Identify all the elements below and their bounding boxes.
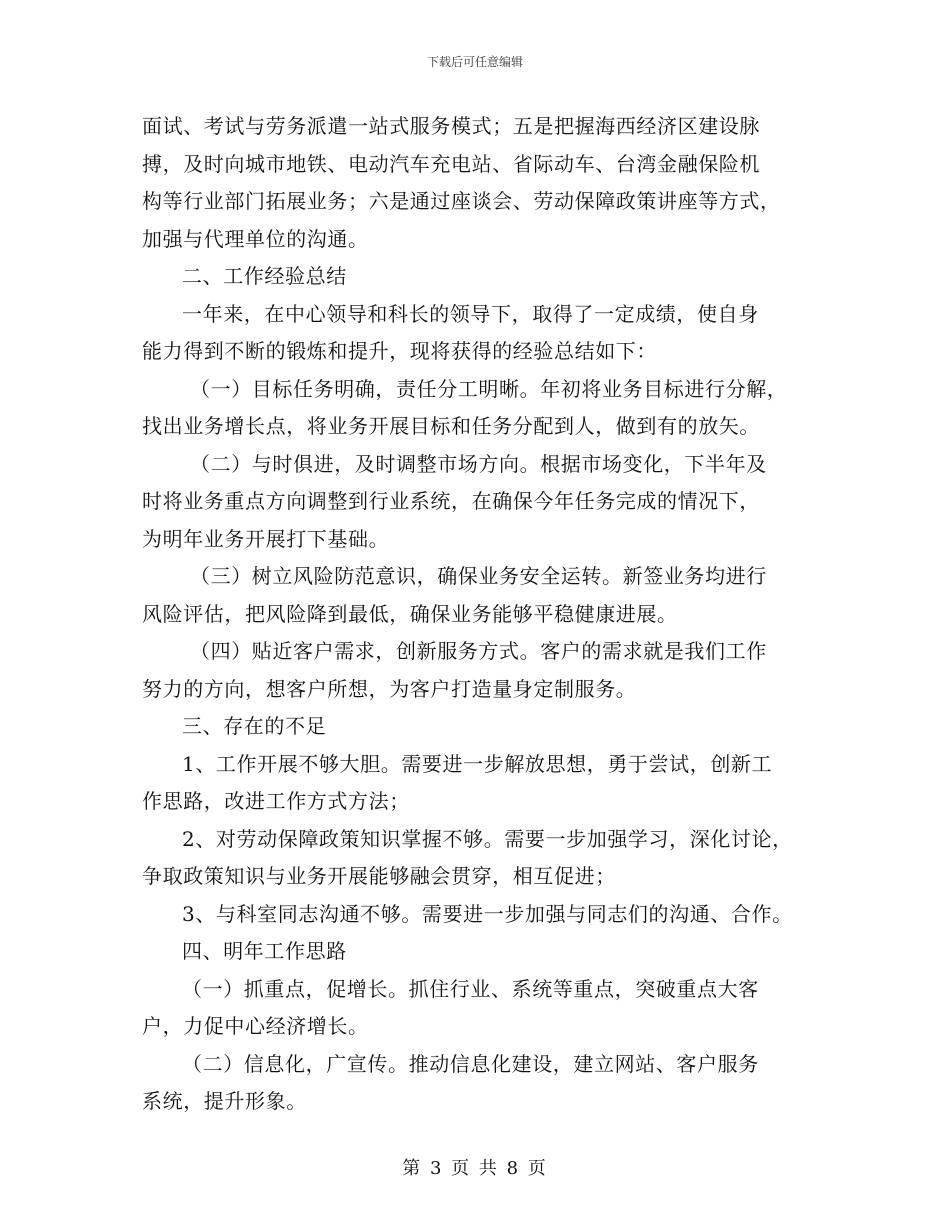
page-header-note: 下载后可任意编辑 xyxy=(426,55,523,69)
body-line: 努力的方向，想客户所想，为客户打造量身定制服务。 xyxy=(142,676,637,701)
body-line: 加强与代理单位的沟通。 xyxy=(142,226,369,251)
body-line: 1、工作开展不够大胆。需要进一步解放思想，勇于尝试，创新工 xyxy=(182,751,773,776)
body-line: 风险评估，把风险降到最低，确保业务能够平稳健康进展。 xyxy=(142,601,678,626)
page-number: 第 3 页 共 8 页 xyxy=(402,1158,548,1179)
body-line: （四）贴近客户需求，创新服务方式。客户的需求就是我们工作 xyxy=(190,639,767,663)
body-line: （二）信息化，广宣传。推动信息化建设，建立网站、客户服务 xyxy=(182,1051,759,1076)
body-line: 能力得到不断的锻炼和提升，现将获得的经验总结如下： xyxy=(142,339,657,363)
body-line: 作思路，改进工作方式方法； xyxy=(142,789,410,813)
body-line: 找出业务增长点，将业务开展目标和任务分配到人，做到有的放矢。 xyxy=(142,414,760,438)
body-line: 户，力促中心经济增长。 xyxy=(142,1014,369,1038)
body-line: （一）目标任务明确，责任分工明晰。年初将业务目标进行分解， xyxy=(190,376,788,401)
body-line: 搏，及时向城市地铁、电动汽车充电站、省际动车、台湾金融保险机 xyxy=(142,151,760,176)
body-line: 一年来，在中心领导和科长的领导下，取得了一定成绩，使自身 xyxy=(182,301,759,326)
body-line: 为明年业务开展打下基础。 xyxy=(142,526,390,551)
section-heading: 二、工作经验总结 xyxy=(182,264,347,288)
body-line: （一）抓重点，促增长。抓住行业、系统等重点，突破重点大客 xyxy=(182,976,759,1001)
body-line: （二）与时俱进，及时调整市场方向。根据市场变化，下半年及 xyxy=(190,451,767,476)
body-line: 构等行业部门拓展业务；六是通过座谈会、劳动保障政策讲座等方式， xyxy=(142,189,781,213)
body-line: 争取政策知识与业务开展能够融会贯穿，相互促进； xyxy=(142,864,616,888)
section-heading: 三、存在的不足 xyxy=(182,714,327,738)
body-line: 时将业务重点方向调整到行业系统，在确保今年任务完成的情况下， xyxy=(142,489,760,513)
body-line: 3、与科室同志沟通不够。需要进一步加强与同志们的沟通、合作。 xyxy=(182,901,793,926)
body-line: 2、对劳动保障政策知识掌握不够。需要一步加强学习，深化讨论， xyxy=(182,826,793,851)
body-line: 系统，提升形象。 xyxy=(142,1089,307,1113)
body-line: 面试、考试与劳务派遣一站式服务模式；五是把握海西经济区建设脉 xyxy=(142,114,760,138)
document-body xyxy=(142,108,822,1121)
body-line: （三）树立风险防范意识，确保业务安全运转。新签业务均进行 xyxy=(190,564,767,588)
section-heading: 四、明年工作思路 xyxy=(182,939,347,963)
